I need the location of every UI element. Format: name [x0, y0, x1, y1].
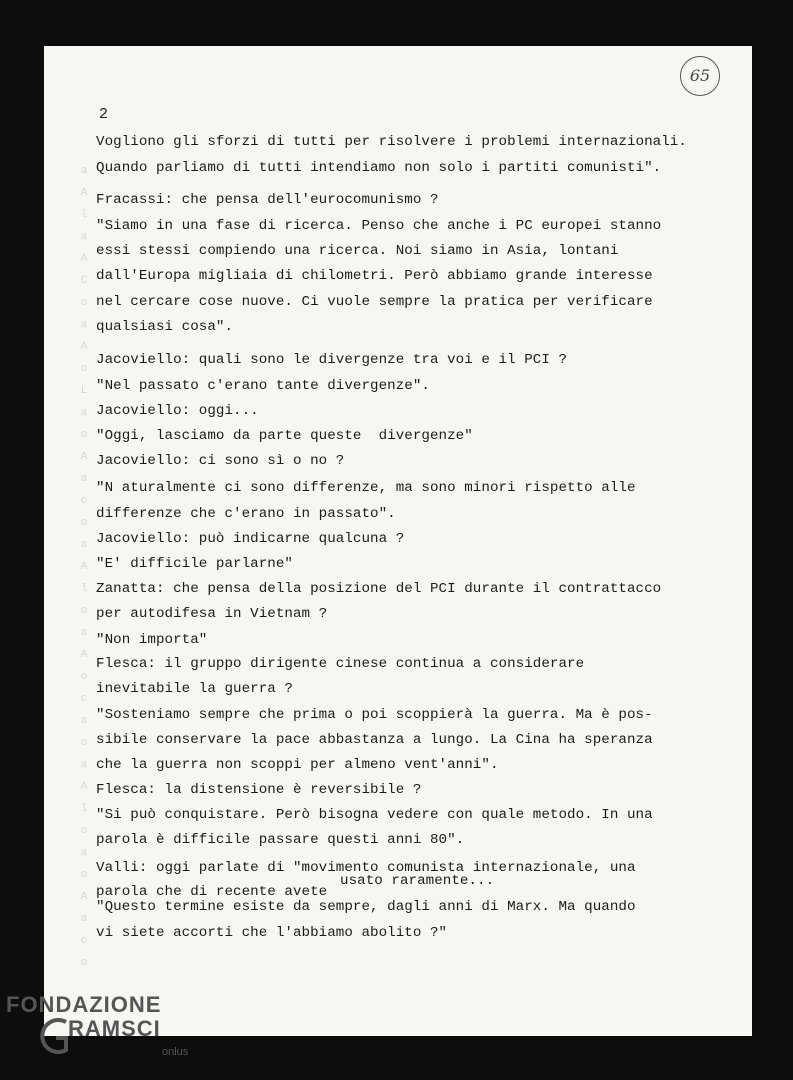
bleed-through-marks: a A l a A C o a A o L a o A a c o a A l o a A o c a o a A l o a o A a c o	[80, 165, 88, 969]
text-line: "Non importa"	[96, 632, 208, 648]
text-line: parola che di recente avete	[96, 884, 328, 900]
text-line: differenze che c'erano in passato".	[96, 506, 396, 522]
text-line: Quando parliamo di tutti intendiamo non solo i partiti comunisti".	[96, 160, 662, 176]
text-line-interlinear: usato raramente...	[340, 873, 495, 889]
text-line: "Siamo in una fase di ricerca. Penso che anche i PC europei stanno	[96, 218, 662, 234]
text-line: nel cercare cose nuove. Ci vuole sempre la pratica per verificare	[96, 294, 653, 310]
text-line: Vogliono gli sforzi di tutti per risolvere i problemi internazionali.	[96, 134, 687, 150]
folio-stamp: 65	[680, 56, 720, 96]
watermark-line-3: onlus	[162, 1046, 189, 1058]
text-line: Jacoviello: ci sono sì o no ?	[96, 453, 345, 469]
fondazione-gramsci-watermark	[6, 992, 206, 1072]
text-line: parola è difficile passare questi anni 80".	[96, 832, 465, 848]
gramsci-g-logo-icon	[36, 1016, 70, 1066]
text-line: per autodifesa in Vietnam ?	[96, 606, 328, 622]
text-line: "Questo termine esiste da sempre, dagli anni di Marx. Ma quando	[96, 899, 636, 915]
text-line: "N aturalmente ci sono differenze, ma sono minori rispetto alle	[96, 480, 636, 496]
text-line: essi stessi compiendo una ricerca. Noi siamo in Asia, lontani	[96, 243, 619, 259]
page-number: 2	[99, 106, 109, 123]
watermark-line-2: RAMSCI	[68, 1016, 161, 1041]
text-line: "Sosteniamo sempre che prima o poi scoppierà la guerra. Ma è pos-	[96, 707, 653, 723]
text-line: qualsiasi cosa".	[96, 319, 234, 335]
text-line: dall'Europa migliaia di chilometri. Però abbiamo grande interesse	[96, 268, 653, 284]
text-line: "Oggi, lasciamo da parte queste divergenze"	[96, 428, 473, 444]
text-line: Jacoviello: quali sono le divergenze tra voi e il PCI ?	[96, 352, 568, 368]
text-line: Flesca: la distensione è reversibile ?	[96, 782, 422, 798]
text-line: che la guerra non scoppi per almeno vent'anni".	[96, 757, 499, 773]
text-line: "Nel passato c'erano tante divergenze".	[96, 378, 430, 394]
text-line: "E' difficile parlarne"	[96, 556, 293, 572]
text-line: Valli: oggi parlate di "movimento comunista internazionale, una	[96, 860, 636, 876]
text-line: inevitabile la guerra ?	[96, 681, 293, 697]
text-line: Jacoviello: oggi...	[96, 403, 259, 419]
text-line: Flesca: il gruppo dirigente cinese continua a considerare	[96, 656, 585, 672]
text-line: Jacoviello: può indicarne qualcuna ?	[96, 531, 405, 547]
text-line: Fracassi: che pensa dell'eurocomunismo ?	[96, 192, 439, 208]
text-line: Zanatta: che pensa della posizione del PCI durante il contrattacco	[96, 581, 662, 597]
text-line: "Si può conquistare. Però bisogna vedere con quale metodo. In una	[96, 807, 653, 823]
text-line: sibile conservare la pace abbastanza a lungo. La Cina ha speranza	[96, 732, 653, 748]
text-line: vi siete accorti che l'abbiamo abolito ?"	[96, 925, 448, 941]
watermark-line-1: FONDAZIONE	[6, 992, 162, 1017]
